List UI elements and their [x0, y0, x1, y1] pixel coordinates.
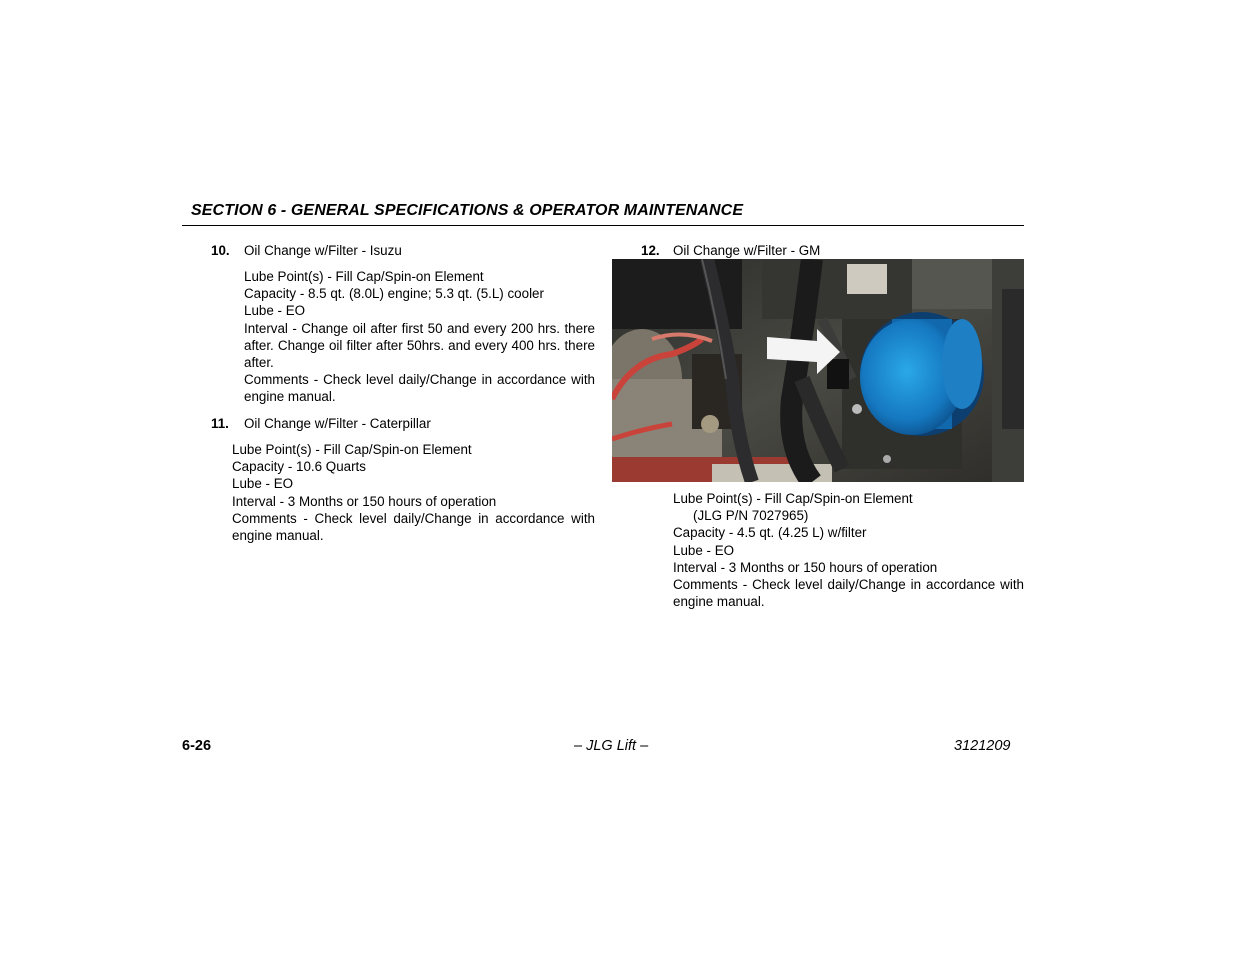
item-number: 12.	[641, 243, 660, 258]
capacity-line: Capacity - 8.5 qt. (8.0L) engine; 5.3 qt. (5.L) cooler	[244, 286, 544, 302]
lube-line: Lube - EO	[232, 476, 294, 492]
item-title: Oil Change w/Filter - Caterpillar	[244, 416, 431, 431]
item-body	[673, 490, 1024, 610]
comments-line: Comments - Check level daily/Change in accordance with engine manual.	[232, 510, 595, 544]
item-body	[232, 441, 595, 544]
page-number: 6-26	[182, 738, 212, 754]
interval-line: Interval - 3 Months or 150 hours of operation	[673, 559, 938, 575]
comments-line: Comments - Check level daily/Change in accordance with engine manual.	[673, 577, 1024, 610]
capacity-line: Capacity - 4.5 qt. (4.25 L) w/filter	[673, 525, 867, 541]
lube-line: Lube - EO	[244, 303, 306, 319]
item-body	[244, 268, 595, 406]
item-title: Oil Change w/Filter - GM	[673, 243, 821, 258]
item-number: 10.	[211, 243, 230, 258]
part-number-line: (JLG P/N 7027965)	[693, 508, 809, 524]
header-rule	[182, 225, 1024, 226]
lube-point-line: Lube Point(s) - Fill Cap/Spin-on Element	[673, 491, 913, 506]
item-title: Oil Change w/Filter - Isuzu	[244, 243, 402, 258]
lube-point-line: Lube Point(s) - Fill Cap/Spin-on Element	[232, 442, 472, 457]
engine-oil-filter-photo	[612, 259, 1024, 482]
interval-line: Interval - Change oil after first 50 and every 200 hrs. there after. Change oil filter after 50hrs. and every 400 hrs. there after.	[244, 320, 595, 371]
item-number: 11.	[211, 416, 229, 431]
footer-center: – JLG Lift –	[574, 738, 649, 754]
section-header: SECTION 6 - GENERAL SPECIFICATIONS & OPERATOR MAINTENANCE	[191, 202, 744, 219]
lube-line: Lube - EO	[673, 542, 735, 558]
lube-point-line: Lube Point(s) - Fill Cap/Spin-on Element	[244, 269, 484, 284]
doc-number: 3121209	[954, 738, 1011, 754]
capacity-line: Capacity - 10.6 Quarts	[232, 459, 366, 475]
comments-line: Comments - Check level daily/Change in accordance with engine manual.	[244, 372, 595, 405]
interval-line: Interval - 3 Months or 150 hours of operation	[232, 493, 497, 509]
